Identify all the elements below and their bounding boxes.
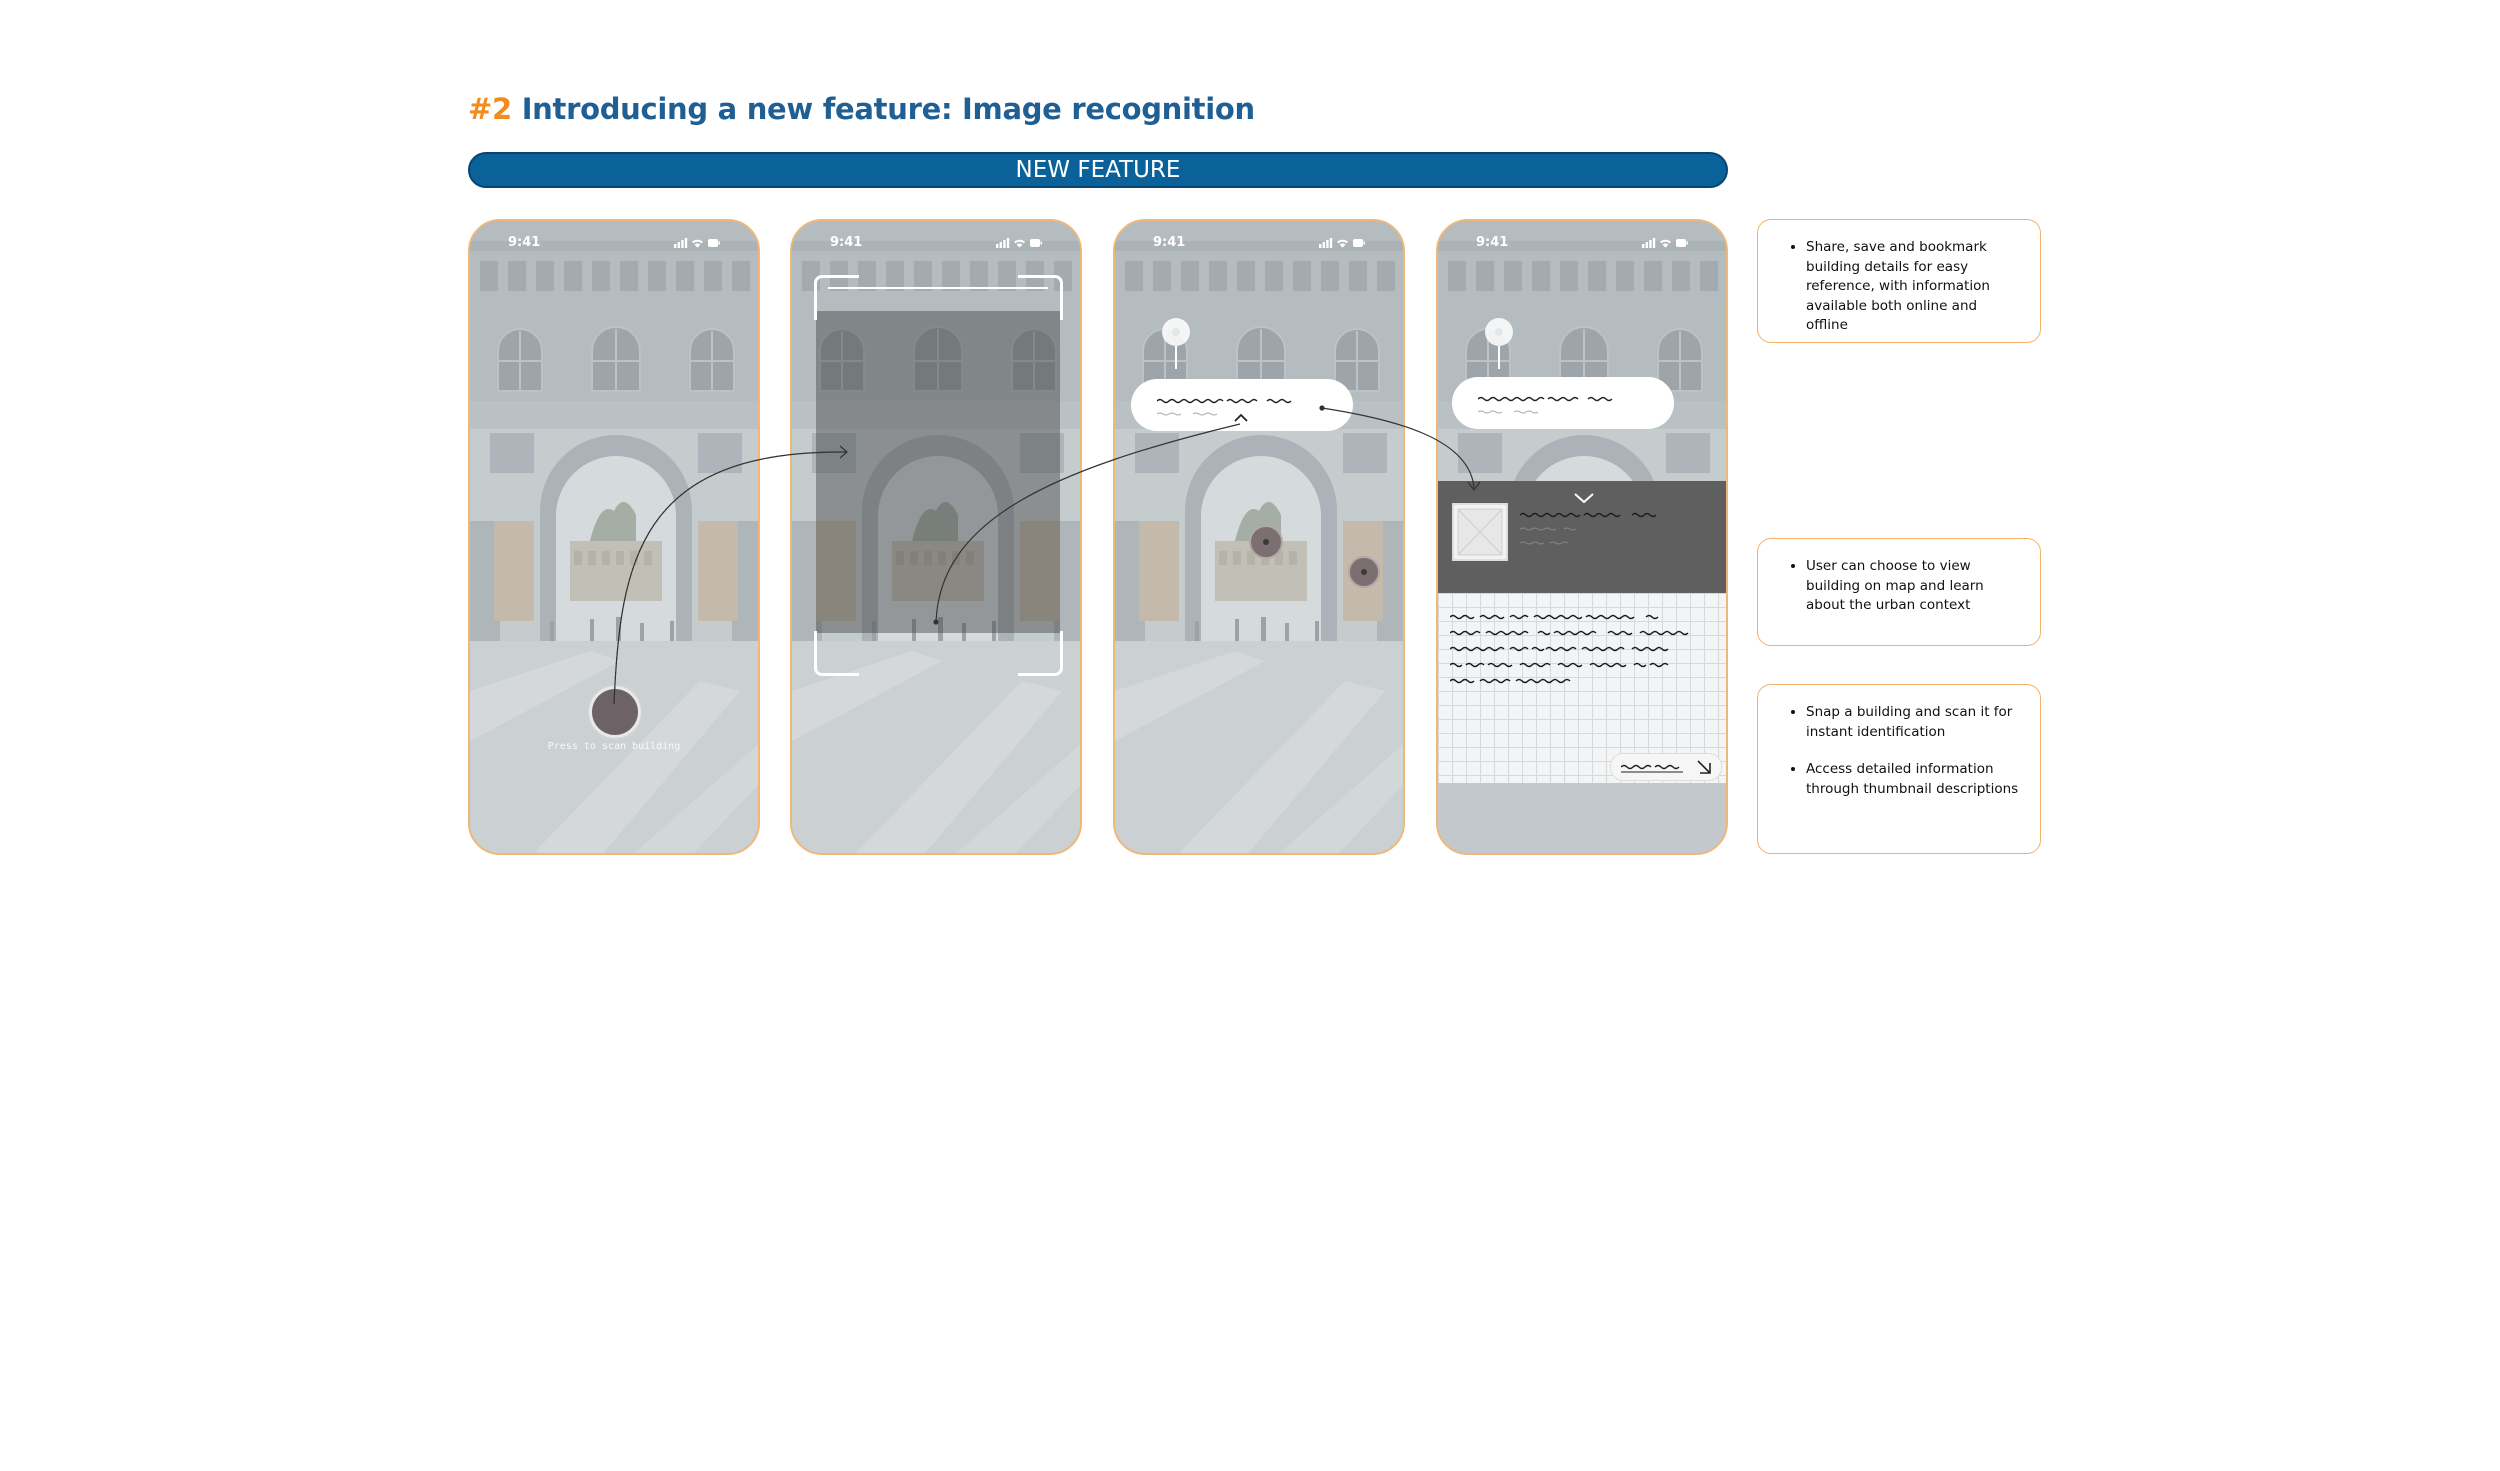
note-share-save <box>1757 219 2041 343</box>
title-number: #2 <box>468 92 512 126</box>
status-time: 9:41 <box>1476 235 1509 250</box>
title-text: Introducing a new feature: Image recognition <box>521 92 1255 126</box>
flow-line-1 <box>614 452 846 704</box>
note-scan-identify <box>1757 684 2041 854</box>
flow-line-3 <box>1322 408 1474 488</box>
status-time: 9:41 <box>508 235 541 250</box>
note-item: • User can choose to view building on map and learn about the urban context <box>1806 557 2020 616</box>
status-time: 9:41 <box>1153 235 1186 250</box>
status-time: 9:41 <box>830 235 863 250</box>
note-item: • Access detailed information through thumbnail descriptions <box>1806 760 2020 799</box>
new-feature-banner: NEW FEATURE <box>468 152 1728 188</box>
note-map-context <box>1757 538 2041 646</box>
flow-line-2 <box>936 424 1240 622</box>
press-to-scan-label: Press to scan building <box>547 741 681 752</box>
note-item: • Snap a building and scan it for instant identification <box>1806 703 2020 742</box>
note-item: • Share, save and bookmark building details for easy reference, with information available both online and offline <box>1806 238 2020 336</box>
